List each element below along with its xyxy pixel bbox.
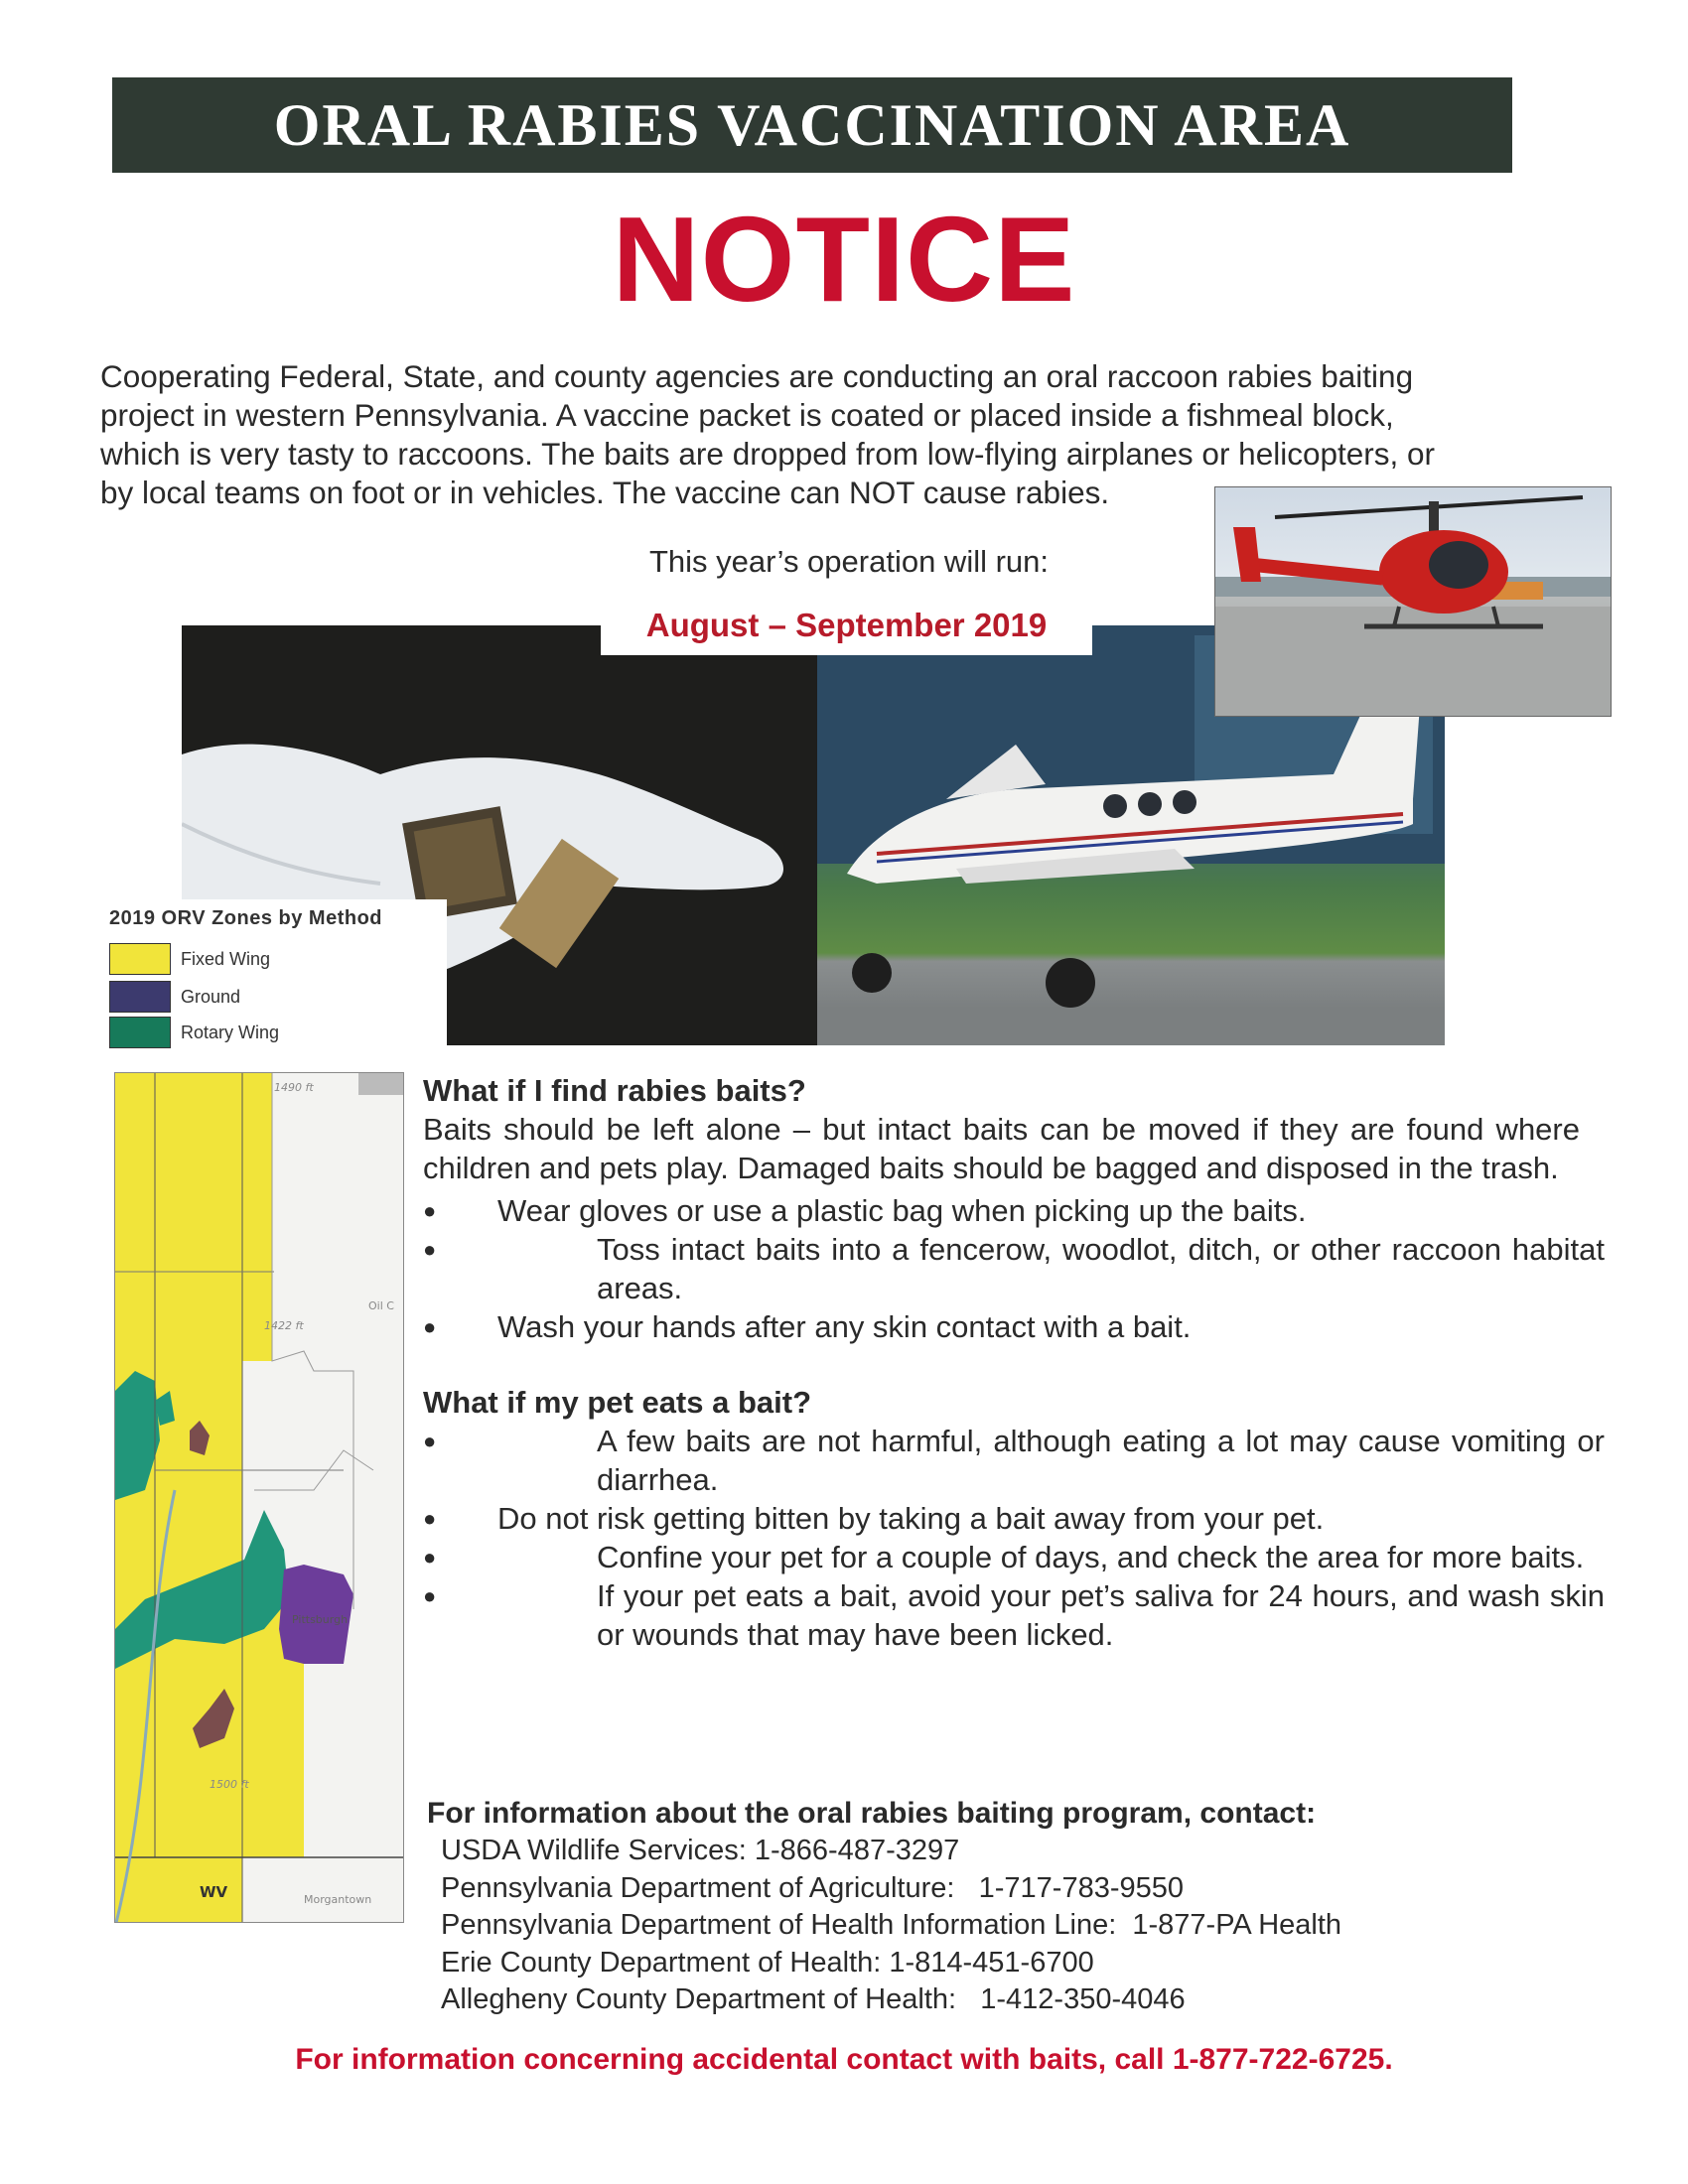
bullet-icon: ● [423, 1237, 437, 1262]
bullet-text: Toss intact baits into a fencerow, woodlot, ditch, or other raccoon habitat areas. [597, 1232, 1605, 1305]
find-baits-heading: What if I find rabies baits? [423, 1073, 806, 1108]
operation-dates: August – September 2019 [601, 596, 1092, 655]
banner-title: ORAL RABIES VACCINATION AREA [112, 77, 1512, 173]
notice-heading: NOTICE [612, 192, 1076, 327]
pet-bait-bullet [423, 1538, 1605, 1576]
intro-line: which is very tasty to raccoons. The baits are dropped from low-flying airplanes or helicopters, or [100, 436, 1436, 472]
intro-line: by local teams on foot or in vehicles. The vaccine can NOT cause rabies. [100, 475, 1110, 510]
helicopter-photo [1214, 486, 1612, 717]
map-city-label: Morgantown [304, 1893, 372, 1906]
find-baits-bullet [423, 1230, 1605, 1307]
legend-label: Rotary Wing [181, 1022, 280, 1042]
contact-line: USDA Wildlife Services: 1-866-487-3297 [441, 1835, 960, 1866]
map-city-label: Pittsburgh [292, 1613, 349, 1626]
bullet-text: Wear gloves or use a plastic bag when picking up the baits. [497, 1193, 1307, 1228]
legend-label: Fixed Wing [181, 948, 271, 969]
bullet-text: If your pet eats a bait, avoid your pet’s saliva for 24 hours, and wash skin or wounds that may have been licked. [597, 1578, 1605, 1652]
contact-line: Erie County Department of Health: 1-814-451-6700 [441, 1946, 1094, 1979]
bullet-text: Confine your pet for a couple of days, and check the area for more baits. [597, 1540, 1585, 1574]
bullet-text: Wash your hands after any skin contact with a bait. [497, 1309, 1192, 1344]
legend-swatch [109, 1017, 171, 1048]
contact-line: Pennsylvania Department of Health Information Line: 1-877-PA Health [441, 1909, 1342, 1941]
legend-label: Ground [181, 986, 241, 1007]
bullet-icon: ● [423, 1506, 437, 1531]
find-baits-bullet [423, 1307, 1605, 1346]
bullet-text: A few baits are not harmful, although eating a lot may cause vomiting or diarrhea. [597, 1424, 1605, 1497]
pet-bait-bullet [423, 1499, 1605, 1538]
legend-item-fixed-wing [109, 943, 270, 975]
operation-run-label: This year’s operation will run: [648, 544, 1050, 579]
map-place-label: Oil C [368, 1299, 394, 1312]
bullet-icon: ● [423, 1583, 437, 1608]
guidance-section [423, 1072, 1605, 1654]
bullet-icon: ● [423, 1545, 437, 1570]
bullet-text: Do not risk getting bitten by taking a bait away from your pet. [497, 1501, 1325, 1536]
legend-swatch [109, 981, 171, 1013]
pet-bait-bullet [423, 1576, 1605, 1654]
map-elevation-label: 1500 ft [210, 1778, 249, 1791]
helicopter-illustration [1215, 487, 1611, 716]
orv-zones-map [114, 1072, 404, 1923]
map-illustration [115, 1073, 403, 1922]
legend-swatch [109, 943, 171, 975]
contact-line: Pennsylvania Department of Agriculture: 1-717-783-9550 [441, 1871, 1184, 1904]
map-elevation-label: 1422 ft [264, 1319, 304, 1332]
contact-line: Allegheny County Department of Health: 1-412-350-4046 [441, 1983, 1186, 2015]
contacts-heading: For information about the oral rabies baiting program, contact: [427, 1797, 1317, 1830]
legend-item-ground [109, 981, 240, 1013]
map-elevation-label: 1490 ft [274, 1081, 314, 1094]
legend-title: 2019 ORV Zones by Method [109, 907, 383, 929]
map-state-label: WV [200, 1883, 228, 1901]
intro-line: Cooperating Federal, State, and county agencies are conducting an oral raccoon rabies baiting [100, 358, 1414, 394]
accidental-contact-footer: For information concerning accidental contact with baits, call 1-877-722-6725. [295, 2043, 1393, 2076]
map-legend [104, 899, 447, 1048]
bullet-icon: ● [423, 1314, 437, 1339]
pet-bait-heading: What if my pet eats a bait? [423, 1385, 812, 1420]
bullet-icon: ● [423, 1429, 437, 1453]
pet-bait-bullet [423, 1422, 1605, 1499]
find-baits-bullet [423, 1191, 1605, 1230]
intro-line: project in western Pennsylvania. A vaccine packet is coated or placed inside a fishmeal block, [100, 397, 1394, 433]
find-baits-paragraph: Baits should be left alone – but intact baits can be moved if they are found where children and pets play. Damaged baits should be bagged and disposed in the trash. [423, 1112, 1580, 1185]
legend-item-rotary-wing [109, 1017, 279, 1048]
contacts-section [427, 1795, 1609, 2019]
bullet-icon: ● [423, 1198, 437, 1223]
